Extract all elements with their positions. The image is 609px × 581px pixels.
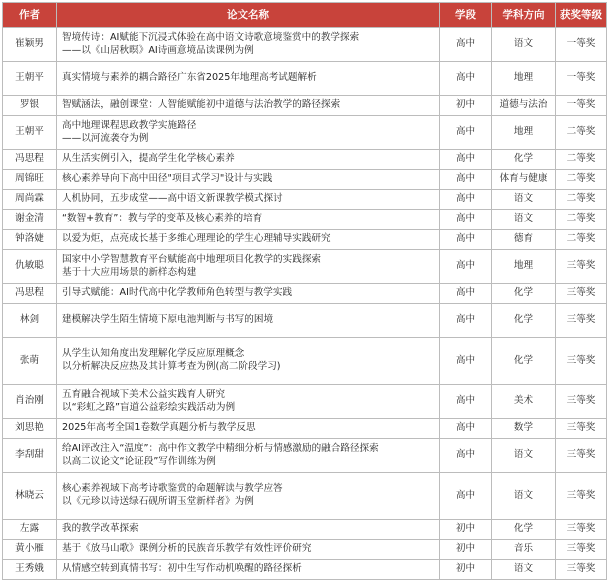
award-cell: 三等奖 bbox=[556, 520, 607, 540]
title-line: 基于十大应用场景的新样态构建 bbox=[62, 266, 197, 278]
subject-cell: 化学 bbox=[492, 520, 556, 540]
subject-cell: 语文 bbox=[492, 439, 556, 473]
title-cell bbox=[57, 96, 440, 116]
author-cell: 王朝平 bbox=[3, 116, 57, 150]
award-cell: 三等奖 bbox=[556, 304, 607, 338]
title-line: 智赋涵法，融创课堂：人智能赋能初中道德与法治教学的路径探索 bbox=[62, 99, 341, 111]
author-cell: 冯思程 bbox=[3, 284, 57, 304]
award-cell: 三等奖 bbox=[556, 540, 607, 560]
title-cell bbox=[57, 304, 440, 338]
title-line: 以《元珍以诗送绿石砚所谓玉堂新样者》为例 bbox=[62, 496, 254, 507]
table-row bbox=[3, 116, 607, 150]
author-cell: 左露 bbox=[3, 520, 57, 540]
title-cell bbox=[57, 210, 440, 230]
award-cell: 二等奖 bbox=[556, 210, 607, 230]
title-line: 我的教学改革探索 bbox=[62, 523, 139, 535]
author-cell: 周锦旺 bbox=[3, 170, 57, 190]
title-cell bbox=[57, 230, 440, 250]
stage-cell: 初中 bbox=[440, 540, 492, 560]
title-line: 国家中小学智慧教育平台赋能高中地理项目化教学的实践探索 bbox=[62, 253, 322, 265]
author-cell: 刘思艳 bbox=[3, 419, 57, 439]
table-header-row bbox=[3, 3, 607, 28]
table-row bbox=[3, 170, 607, 190]
stage-cell: 高中 bbox=[440, 439, 492, 473]
title-line: 五育融合视域下美术公益实践育人研究 bbox=[62, 388, 226, 400]
title-cell bbox=[57, 28, 440, 62]
title-cell bbox=[57, 540, 440, 560]
author-cell: 林剑 bbox=[3, 304, 57, 338]
award-cell: 二等奖 bbox=[556, 150, 607, 170]
title-cell bbox=[57, 190, 440, 210]
award-cell: 三等奖 bbox=[556, 419, 607, 439]
title-line: 核心素养视域下高考诗歌鉴赏的命题解读与教学应答 bbox=[62, 483, 283, 495]
stage-cell: 高中 bbox=[440, 190, 492, 210]
title-line: 以高二议论文“论证段”写作训练为例 bbox=[62, 455, 216, 467]
subject-cell: 地理 bbox=[492, 62, 556, 96]
subject-cell: 德育 bbox=[492, 230, 556, 250]
stage-cell: 高中 bbox=[440, 150, 492, 170]
title-line: 高中地理课程思政教学实施路径 bbox=[62, 119, 197, 131]
award-cell: 三等奖 bbox=[556, 439, 607, 473]
stage-cell: 高中 bbox=[440, 419, 492, 439]
title-cell bbox=[57, 439, 440, 473]
subject-cell: 地理 bbox=[492, 250, 556, 284]
stage-cell: 高中 bbox=[440, 284, 492, 304]
table-row bbox=[3, 250, 607, 284]
title-line: 从学生认知角度出发理解化学反应原理概念 bbox=[62, 348, 245, 360]
title-cell bbox=[57, 116, 440, 150]
title-cell bbox=[57, 170, 440, 190]
subject-cell: 语文 bbox=[492, 210, 556, 230]
title-cell bbox=[57, 473, 440, 520]
table-row bbox=[3, 284, 607, 304]
subject-cell: 地理 bbox=[492, 116, 556, 150]
award-cell: 三等奖 bbox=[556, 385, 607, 419]
stage-cell: 高中 bbox=[440, 116, 492, 150]
subject-cell: 美术 bbox=[492, 385, 556, 419]
header-title: 论文名称 bbox=[57, 3, 440, 28]
title-line: 以“彩虹之路”盲道公益彩绘实践活动为例 bbox=[62, 401, 236, 413]
title-cell bbox=[57, 338, 440, 385]
title-line: 以分析解决反应热及其计算考查为例(高二阶段学习) bbox=[62, 361, 281, 372]
stage-cell: 高中 bbox=[440, 230, 492, 250]
award-cell: 一等奖 bbox=[556, 62, 607, 96]
award-cell: 二等奖 bbox=[556, 190, 607, 210]
table-row bbox=[3, 304, 607, 338]
author-cell: 王秀娥 bbox=[3, 560, 57, 580]
author-cell: 仇敏聪 bbox=[3, 250, 57, 284]
subject-cell: 音乐 bbox=[492, 540, 556, 560]
title-line: 核心素养导向下高中田径"项目式学习"设计与实践 bbox=[62, 173, 273, 185]
title-cell bbox=[57, 560, 440, 580]
stage-cell: 高中 bbox=[440, 385, 492, 419]
title-line: 以爱为炬，点亮成长基于多维心理理论的学生心理辅导实践研究 bbox=[62, 233, 331, 245]
title-line: 智境传诗：AI赋能下沉浸式体验在高中语文诗歌意境鉴赏中的教学探索 bbox=[62, 31, 360, 43]
author-cell: 周尚霖 bbox=[3, 190, 57, 210]
title-line: ——以《山居秋暝》AI诗画意境品读课例为例 bbox=[62, 44, 254, 56]
author-cell: 张萌 bbox=[3, 338, 57, 385]
author-cell: 钟洛婕 bbox=[3, 230, 57, 250]
stage-cell: 初中 bbox=[440, 520, 492, 540]
title-cell bbox=[57, 284, 440, 304]
title-line: 给AI评改注入“温度”：高中作文教学中精细分析与情感激励的融合路径探索 bbox=[62, 442, 379, 454]
title-line: 引导式赋能：AI时代高中化学教师角色转型与教学实践 bbox=[62, 287, 293, 299]
awards-table bbox=[2, 2, 607, 580]
subject-cell: 语文 bbox=[492, 473, 556, 520]
title-cell bbox=[57, 150, 440, 170]
subject-cell: 语文 bbox=[492, 28, 556, 62]
subject-cell: 化学 bbox=[492, 304, 556, 338]
stage-cell: 高中 bbox=[440, 62, 492, 96]
award-cell: 二等奖 bbox=[556, 170, 607, 190]
title-line: “数智+教育”：教与学的变革及核心素养的培育 bbox=[62, 213, 263, 225]
author-cell: 崔颖男 bbox=[3, 28, 57, 62]
stage-cell: 高中 bbox=[440, 338, 492, 385]
header-author: 作者 bbox=[3, 3, 57, 28]
subject-cell: 体育与健康 bbox=[492, 170, 556, 190]
table-row bbox=[3, 473, 607, 520]
table-row bbox=[3, 439, 607, 473]
stage-cell: 初中 bbox=[440, 96, 492, 116]
subject-cell: 数学 bbox=[492, 419, 556, 439]
title-cell bbox=[57, 419, 440, 439]
title-line: 人机协同，五步成堂——高中语文新课教学模式探讨 bbox=[62, 193, 283, 205]
title-line: 建模解决学生陌生情境下原电池判断与书写的困境 bbox=[62, 314, 274, 326]
subject-cell: 语文 bbox=[492, 560, 556, 580]
title-line: 真实情境与素养的耦合路径广东省2025年地理高考试题解析 bbox=[62, 72, 317, 84]
stage-cell: 高中 bbox=[440, 28, 492, 62]
table-row bbox=[3, 28, 607, 62]
award-cell: 三等奖 bbox=[556, 338, 607, 385]
title-cell bbox=[57, 385, 440, 419]
author-cell: 王朝平 bbox=[3, 62, 57, 96]
title-line: ——以河流袭夺为例 bbox=[62, 132, 149, 144]
table-row bbox=[3, 190, 607, 210]
stage-cell: 高中 bbox=[440, 304, 492, 338]
author-cell: 林晓云 bbox=[3, 473, 57, 520]
table-row bbox=[3, 210, 607, 230]
title-cell bbox=[57, 250, 440, 284]
table-row bbox=[3, 520, 607, 540]
author-cell: 黄小雁 bbox=[3, 540, 57, 560]
table-row bbox=[3, 62, 607, 96]
title-cell bbox=[57, 520, 440, 540]
header-award: 获奖等级 bbox=[556, 3, 607, 28]
table-row bbox=[3, 560, 607, 580]
award-cell: 三等奖 bbox=[556, 473, 607, 520]
table-body bbox=[3, 28, 607, 580]
author-cell: 冯思程 bbox=[3, 150, 57, 170]
author-cell: 李刮甜 bbox=[3, 439, 57, 473]
stage-cell: 高中 bbox=[440, 210, 492, 230]
subject-cell: 化学 bbox=[492, 338, 556, 385]
table-row bbox=[3, 385, 607, 419]
subject-cell: 道德与法治 bbox=[492, 96, 556, 116]
subject-cell: 语文 bbox=[492, 190, 556, 210]
title-line: 2025年高考全国1卷数学真题分析与教学反思 bbox=[62, 422, 256, 434]
stage-cell: 高中 bbox=[440, 170, 492, 190]
awards-table-container bbox=[2, 2, 606, 580]
award-cell: 一等奖 bbox=[556, 28, 607, 62]
stage-cell: 初中 bbox=[440, 560, 492, 580]
table-row bbox=[3, 338, 607, 385]
stage-cell: 高中 bbox=[440, 473, 492, 520]
award-cell: 三等奖 bbox=[556, 560, 607, 580]
title-line: 从生活实例引入，提高学生化学核心素养 bbox=[62, 153, 235, 165]
stage-cell: 高中 bbox=[440, 250, 492, 284]
table-row bbox=[3, 540, 607, 560]
table-row bbox=[3, 230, 607, 250]
award-cell: 二等奖 bbox=[556, 116, 607, 150]
table-row bbox=[3, 150, 607, 170]
subject-cell: 化学 bbox=[492, 284, 556, 304]
header-stage: 学段 bbox=[440, 3, 492, 28]
table-row bbox=[3, 96, 607, 116]
title-cell bbox=[57, 62, 440, 96]
author-cell: 罗银 bbox=[3, 96, 57, 116]
title-line: 从情感空转到真情书写：初中生写作动机唤醒的路径探析 bbox=[62, 563, 302, 575]
header-subject: 学科方向 bbox=[492, 3, 556, 28]
subject-cell: 化学 bbox=[492, 150, 556, 170]
award-cell: 一等奖 bbox=[556, 96, 607, 116]
award-cell: 二等奖 bbox=[556, 230, 607, 250]
award-cell: 三等奖 bbox=[556, 284, 607, 304]
award-cell: 三等奖 bbox=[556, 250, 607, 284]
author-cell: 谢金清 bbox=[3, 210, 57, 230]
author-cell: 肖治刚 bbox=[3, 385, 57, 419]
table-row bbox=[3, 419, 607, 439]
title-line: 基于《放马山歌》课例分析的民族音乐教学有效性评价研究 bbox=[62, 543, 312, 555]
